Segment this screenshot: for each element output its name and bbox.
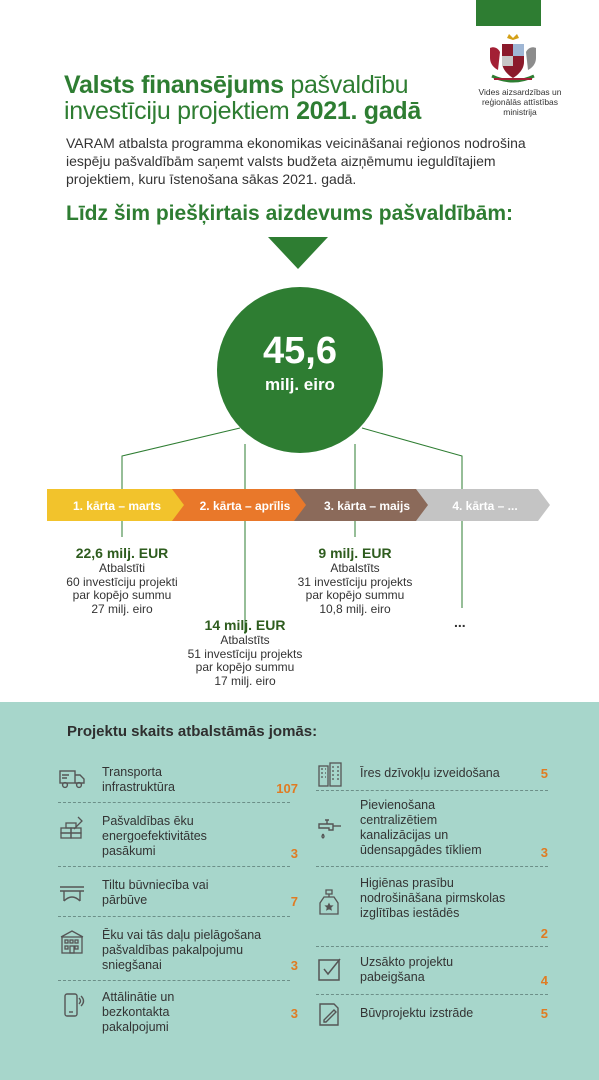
apartments-icon: [316, 760, 344, 788]
stage-2-summary: 14 milj. EUR Atbalstīts 51 investīciju projekts par kopējo summu 17 milj. eiro: [187, 617, 303, 688]
stage-3-label: 3. kārta – maijs: [323, 499, 411, 513]
stage-1-label: 1. kārta – marts: [72, 499, 162, 513]
intro-text: VARAM atbalsta programma ekonomikas veicināšanai reģionos nodrošina iespēju pašvaldībām saņemt valsts budžeta aizņēmumu ieguldītajiem projektiem, kuru īstenošana sākas 2021. gadā.: [66, 135, 526, 187]
separator: [58, 980, 290, 981]
category-rental-apartments: Īres dzīvokļu izveidošana 5: [316, 760, 548, 788]
stage-2-label: 2. kārta – aprīlis: [199, 499, 291, 513]
document-edit-icon: [316, 1000, 344, 1028]
category-sewage-water: Pievienošana centralizētiem kanalizācijas un ūdensapgādes tīkliem 3: [316, 798, 548, 860]
loan-subheading: Līdz šim piešķirtais aizdevums pašvaldībām:: [66, 202, 513, 225]
truck-icon: [58, 764, 86, 792]
phone-icon: [58, 990, 86, 1018]
faucet-icon: [316, 814, 344, 842]
category-building-adaptation: Ēku vai tās daļu pielāgošana pašvaldības pakalpojumu sniegšanai 3: [58, 928, 298, 974]
category-remote-services: Attālinātie un bezkontakta pakalpojumi 3: [58, 990, 298, 1024]
checkbox-icon: [316, 955, 344, 983]
separator: [58, 802, 290, 803]
stage-4-label: 4. kārta – ...: [452, 499, 518, 513]
category-transport: Transporta infrastruktūra 107: [58, 764, 298, 796]
page-title: Valsts finansējums pašvaldību investīciju projektiem 2021. gadā: [64, 71, 421, 125]
bridge-icon: [58, 878, 86, 906]
category-project-completion: Uzsākto projektu pabeigšana 4: [316, 955, 548, 989]
stage-3-summary: 9 milj. EUR Atbalstīts 31 investīciju projekts par kopējo summu 10,8 milj. eiro: [297, 545, 413, 616]
category-bridges: Tiltu būvniecība vai pārbūve 7: [58, 878, 298, 910]
sanitizer-icon: [316, 888, 344, 916]
separator: [58, 866, 290, 867]
separator: [316, 994, 548, 995]
bricks-icon: [58, 814, 86, 842]
categories-title: Projektu skaits atbalstāmās jomās:: [67, 723, 318, 740]
separator: [58, 916, 290, 917]
category-energy-efficiency: Pašvaldības ēku energoefektivitātes pasākumi 3: [58, 814, 298, 860]
total-unit: milj. eiro: [265, 375, 335, 394]
stage-4-summary: ...: [454, 614, 466, 630]
category-hygiene: Higiēnas prasību nodrošināšana pirmskolas izglītības iestādēs 2: [316, 876, 548, 938]
stage-1-summary: 22,6 milj. EUR Atbalstīti 60 investīciju projekti par kopējo summu 27 milj. eiro: [66, 545, 178, 616]
total-value: 45,6: [263, 330, 337, 372]
separator: [316, 946, 548, 947]
category-design-development: Būvprojektu izstrāde 5: [316, 1000, 548, 1030]
building-icon: [58, 928, 86, 956]
separator: [316, 866, 548, 867]
ministry-name: Vides aizsardzības un reģionālās attīstības ministrija: [478, 87, 562, 117]
separator: [316, 790, 548, 791]
